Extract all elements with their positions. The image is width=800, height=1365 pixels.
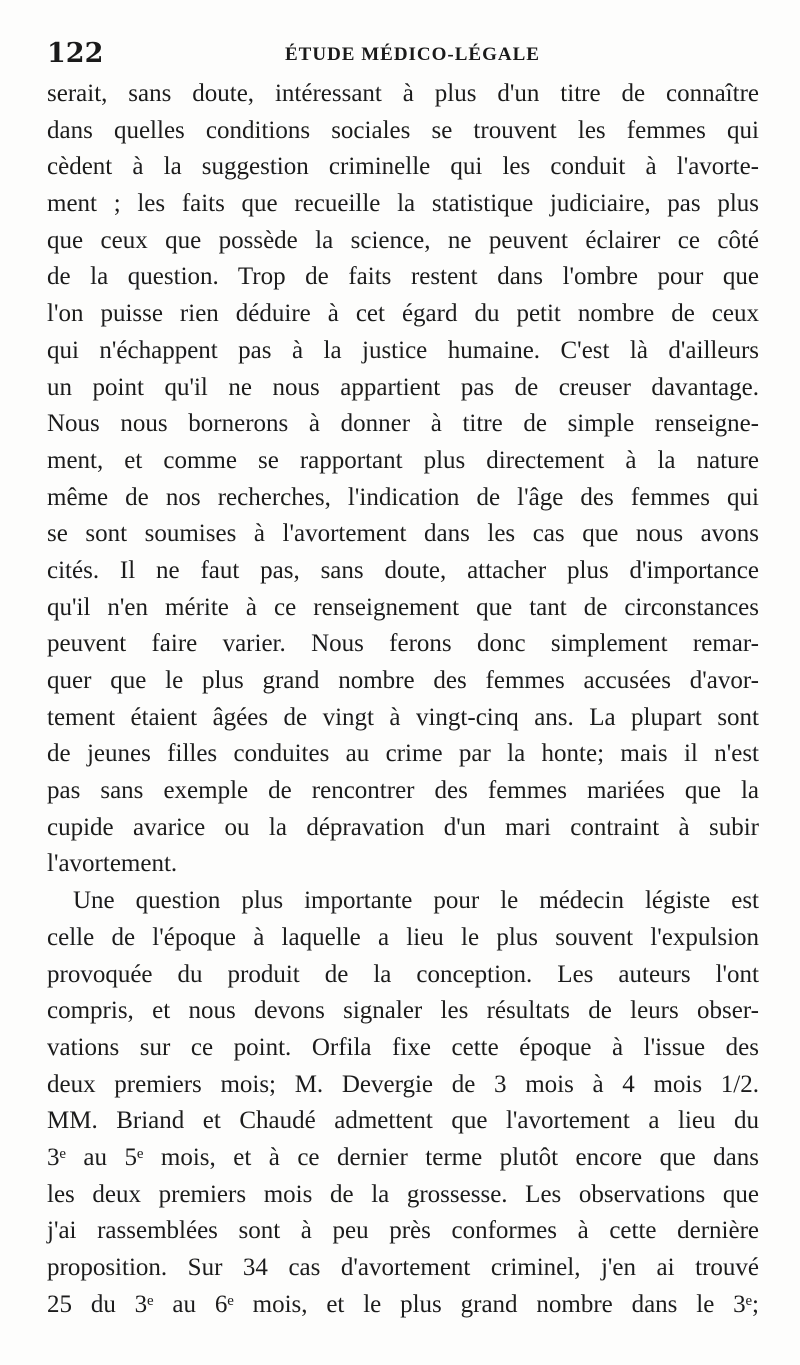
text-line: se sont soumises à l'avortement dans les cas que nous avons bbox=[47, 520, 759, 548]
paragraph-2 bbox=[47, 883, 759, 1323]
text-line: ment ; les faits que recueille la statistique judiciaire, pas plus bbox=[47, 190, 759, 218]
text-line: celle de l'époque à laquelle a lieu le plus souvent l'expulsion bbox=[47, 923, 759, 951]
text-line: de jeunes filles conduites au crime par la honte; mais il n'est bbox=[47, 740, 759, 768]
text-line: MM. Briand et Chaudé admettent que l'avortement a lieu du bbox=[47, 1107, 759, 1135]
page-number: 122 bbox=[47, 38, 104, 69]
text-line: l'avortement. bbox=[47, 850, 178, 878]
text-line: cupide avarice ou la dépravation d'un mari contraint à subir bbox=[47, 813, 759, 841]
text-line: l'on puisse rien déduire à cet égard du petit nombre de ceux bbox=[47, 300, 759, 328]
text-line: peuvent faire varier. Nous ferons donc simplement remar- bbox=[47, 630, 759, 658]
paragraph-1 bbox=[47, 76, 759, 883]
text-line: pas sans exemple de rencontrer des femmes mariées que la bbox=[47, 777, 759, 805]
text-line: compris, et nous devons signaler les résultats de leurs obser- bbox=[47, 997, 759, 1025]
text-line: Une question plus importante pour le médecin légiste est bbox=[73, 887, 759, 915]
text-line: tement étaient âgées de vingt à vingt-cinq ans. La plupart sont bbox=[47, 703, 759, 731]
text-line: même de nos recherches, l'indication de l'âge des femmes qui bbox=[47, 483, 759, 511]
text-line: quer que le plus grand nombre des femmes accusées d'avor- bbox=[47, 667, 759, 694]
text-line: deux premiers mois; M. Devergie de 3 mois à 4 mois 1/2. bbox=[47, 1070, 759, 1098]
text-line: les deux premiers mois de la grossesse. Les observations que bbox=[47, 1180, 759, 1208]
page-header bbox=[47, 38, 762, 74]
text-line: cités. Il ne faut pas, sans doute, attacher plus d'importance bbox=[47, 556, 759, 584]
text-line: de la question. Trop de faits restent dans l'ombre pour que bbox=[47, 263, 759, 291]
text-line: proposition. Sur 34 cas d'avortement criminel, j'en ai trouvé bbox=[47, 1254, 759, 1281]
text-line: j'ai rassemblées sont à peu près conformes à cette dernière bbox=[47, 1217, 759, 1245]
running-head: ÉTUDE MÉDICO-LÉGALE bbox=[285, 44, 540, 65]
text-line: 3ᵉ au 5ᵉ mois, et à ce dernier terme plutôt encore que dans bbox=[47, 1143, 759, 1171]
text-line: Nous nous bornerons à donner à titre de simple renseigne- bbox=[47, 410, 759, 438]
text-line: qu'il n'en mérite à ce renseignement que tant de circonstances bbox=[47, 593, 759, 621]
text-line: que ceux que possède la science, ne peuvent éclairer ce côté bbox=[47, 226, 759, 254]
text-line: un point qu'il ne nous appartient pas de creuser davantage. bbox=[47, 373, 759, 401]
body-text bbox=[47, 76, 759, 1323]
text-line: ment, et comme se rapportant plus directement à la nature bbox=[47, 446, 759, 474]
text-line: provoquée du produit de la conception. Les auteurs l'ont bbox=[47, 960, 759, 988]
text-line: cèdent à la suggestion criminelle qui les conduit à l'avorte- bbox=[47, 153, 759, 181]
text-line: 25 du 3ᵉ au 6ᵉ mois, et le plus grand nombre dans le 3ᵉ; bbox=[47, 1290, 759, 1318]
text-line: qui n'échappent pas à la justice humaine. C'est là d'ailleurs bbox=[47, 336, 759, 364]
text-line: vations sur ce point. Orfila fixe cette époque à l'issue des bbox=[47, 1033, 759, 1061]
text-line: dans quelles conditions sociales se trouvent les femmes qui bbox=[47, 116, 759, 144]
text-line: serait, sans doute, intéressant à plus d'un titre de connaître bbox=[47, 80, 759, 107]
